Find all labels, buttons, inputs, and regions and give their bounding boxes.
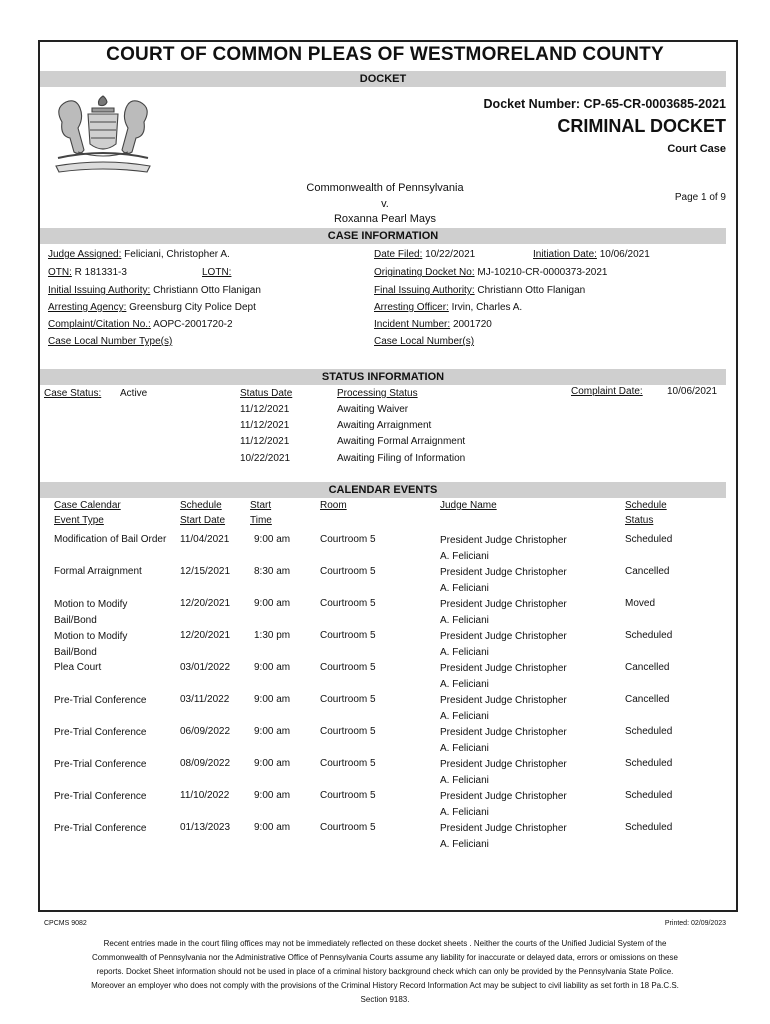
processing-status: Awaiting Arraignment: [337, 420, 432, 431]
docket-number: Docket Number: CP-65-CR-0003685-2021: [483, 97, 726, 111]
col-event-header-2: Event Type: [54, 515, 104, 526]
date-filed-label: Date Filed:: [374, 249, 423, 260]
arresting-agency-row: [48, 302, 256, 313]
processing-status: Awaiting Filing of Information: [337, 453, 466, 464]
case-information-heading: CASE INFORMATION: [40, 228, 726, 244]
schedule-date: 01/13/2023: [180, 822, 231, 833]
arresting-officer-value: Irvin, Charles A.: [451, 302, 523, 313]
schedule-date: 12/20/2021: [180, 598, 231, 609]
room: Courtroom 5: [320, 726, 376, 737]
start-time: 9:00 am: [254, 694, 291, 705]
start-time: 1:30 pm: [254, 630, 291, 641]
start-time: 9:00 am: [254, 758, 291, 769]
room: Courtroom 5: [320, 790, 376, 801]
judge-assigned-value: Feliciani, Christopher A.: [124, 249, 230, 260]
complaint-citation-row: [48, 319, 233, 330]
col-event-header-1: Case Calendar: [54, 500, 121, 511]
caption-plaintiff: Commonwealth of Pennsylvania: [306, 182, 464, 194]
schedule-status: Cancelled: [625, 566, 670, 577]
date-filed-row: [374, 249, 475, 260]
start-time: 9:00 am: [254, 598, 291, 609]
complaint-date-value: 10/06/2021: [667, 386, 718, 397]
date-filed-value: 10/22/2021: [425, 249, 476, 260]
judge-name: President Judge Christopher A. Feliciani: [440, 727, 567, 754]
event-type: Formal Arraignment: [54, 566, 142, 577]
final-issuing-authority-label: Final Issuing Authority:: [374, 285, 475, 296]
room: Courtroom 5: [320, 598, 376, 609]
col-schedule-header-2: Start Date: [180, 515, 226, 526]
processing-status: Awaiting Waiver: [337, 404, 409, 415]
page-number: Page 1 of 9: [674, 192, 726, 203]
schedule-date: 12/20/2021: [180, 630, 231, 641]
start-time: 8:30 am: [254, 566, 291, 577]
initiation-date-row: [533, 249, 650, 260]
incident-number-row: [374, 319, 492, 330]
event-type: Pre-Trial Conference: [54, 695, 147, 706]
schedule-status: Scheduled: [625, 534, 673, 545]
originating-docket-row: [374, 267, 607, 278]
judge-assigned-row: [48, 249, 230, 260]
event-type: Pre-Trial Conference: [54, 823, 147, 834]
final-issuing-authority-value: Christiann Otto Flanigan: [477, 285, 586, 296]
event-type: Pre-Trial Conference: [54, 791, 147, 802]
arresting-agency-value: Greensburg City Police Dept: [129, 302, 256, 313]
initial-issuing-authority-value: Christiann Otto Flanigan: [153, 285, 261, 296]
schedule-status: Cancelled: [625, 662, 670, 673]
judge-name: President Judge Christopher A. Feliciani: [440, 759, 567, 786]
room: Courtroom 5: [320, 534, 376, 545]
complaint-citation-value: AOPC-2001720-2: [153, 319, 233, 330]
arresting-agency-label: Arresting Agency:: [48, 302, 127, 313]
schedule-date: 12/15/2021: [180, 566, 231, 577]
room: Courtroom 5: [320, 662, 376, 673]
printed-date: Printed: 02/09/2023: [664, 920, 726, 927]
col-room-header: Room: [320, 500, 347, 511]
room: Courtroom 5: [320, 694, 376, 705]
lotn-label: LOTN:: [202, 267, 232, 278]
otn-row: [48, 267, 127, 278]
initial-issuing-authority-label: Initial Issuing Authority:: [48, 285, 151, 296]
room: Courtroom 5: [320, 566, 376, 577]
schedule-date: 03/11/2022: [180, 694, 230, 705]
pennsylvania-seal-icon: [48, 92, 158, 178]
status-date: 10/22/2021: [240, 453, 291, 464]
event-type: Plea Court: [54, 662, 102, 673]
col-judge-header: Judge Name: [440, 500, 497, 511]
event-type: Motion to Modify Bail/Bond: [54, 631, 128, 658]
col-schedule-header-1: Schedule: [180, 500, 222, 511]
col-status-header-1: Schedule: [625, 500, 667, 511]
schedule-date: 11/04/2021: [180, 534, 230, 545]
complaint-citation-label: Complaint/Citation No.:: [48, 319, 151, 330]
schedule-status: Scheduled: [625, 822, 673, 833]
form-id: CPCMS 9082: [44, 920, 87, 927]
schedule-status: Scheduled: [625, 630, 673, 641]
originating-docket-value: MJ-10210-CR-0000373-2021: [477, 267, 608, 278]
complaint-date-label: Complaint Date:: [571, 386, 643, 397]
schedule-date: 08/09/2022: [180, 758, 231, 769]
arresting-officer-label: Arresting Officer:: [374, 302, 449, 313]
judge-name: President Judge Christopher A. Feliciani: [440, 823, 567, 850]
caption-versus: v.: [381, 198, 389, 210]
schedule-date: 11/10/2022: [180, 790, 230, 801]
schedule-status: Moved: [625, 598, 656, 609]
final-issuing-authority-row: [374, 285, 585, 296]
judge-assigned-label: Judge Assigned:: [48, 249, 122, 260]
court-title: COURT OF COMMON PLEAS OF WESTMORELAND COUNTY: [106, 44, 664, 65]
judge-name: President Judge Christopher A. Feliciani: [440, 567, 567, 594]
arresting-officer-row: [374, 302, 522, 313]
otn-label: OTN:: [48, 267, 72, 278]
schedule-status: Scheduled: [625, 758, 673, 769]
judge-name: President Judge Christopher A. Feliciani: [440, 599, 567, 626]
col-start-header-2: Time: [250, 515, 272, 526]
start-time: 9:00 am: [254, 790, 291, 801]
initiation-date-value: 10/06/2021: [599, 249, 650, 260]
otn-value: R 181331-3: [74, 267, 127, 278]
case-status-value: Active: [120, 388, 148, 399]
case-status-label: Case Status:: [44, 388, 102, 399]
status-date: 11/12/2021: [240, 436, 290, 447]
col-status-header-2: Status: [625, 515, 654, 526]
status-date: 11/12/2021: [240, 420, 290, 431]
schedule-status: Scheduled: [625, 726, 673, 737]
status-information-heading: STATUS INFORMATION: [40, 369, 726, 385]
disclaimer-text: Recent entries made in the court filing offices may not be immediately reflected on these docket sheets . Neither the courts of the Unified Judicial System of the Commonwealth of Pennsylvania nor the Administrative Office of Pennsylvania Courts assume any liability for inaccurate or delayed data, errors or omissions on these reports. Docket Sheet information should not be used in place of a criminal history background check which can only be provided by the Pennsylvania State Police. Moreover an employer who does not comply with the provisions of the Criminal History Record Information Act may be subject to civil liability as set forth in 18 Pa.C.S. Section 9183.: [91, 939, 679, 1004]
schedule-date: 03/01/2022: [180, 662, 231, 673]
judge-name: President Judge Christopher A. Feliciani: [440, 791, 567, 818]
case-local-number-type-label: Case Local Number Type(s): [48, 336, 173, 347]
judge-name: President Judge Christopher A. Feliciani: [440, 695, 567, 722]
start-time: 9:00 am: [254, 726, 291, 737]
start-time: 9:00 am: [254, 662, 291, 673]
docket-banner: DOCKET: [40, 71, 726, 87]
schedule-date: 06/09/2022: [180, 726, 231, 737]
event-type: Pre-Trial Conference: [54, 759, 147, 770]
room: Courtroom 5: [320, 630, 376, 641]
judge-name: President Judge Christopher A. Feliciani: [440, 631, 567, 658]
initiation-date-label: Initiation Date:: [533, 249, 597, 260]
schedule-status: Scheduled: [625, 790, 673, 801]
schedule-status: Cancelled: [625, 694, 670, 705]
caption-defendant: Roxanna Pearl Mays: [333, 213, 437, 225]
docket-type: CRIMINAL DOCKET: [557, 116, 726, 136]
incident-number-value: 2001720: [452, 319, 492, 330]
room: Courtroom 5: [320, 822, 376, 833]
initial-issuing-authority-row: [48, 285, 261, 296]
event-type: Motion to Modify Bail/Bond: [54, 599, 128, 626]
originating-docket-label: Originating Docket No:: [374, 267, 475, 278]
status-date: 11/12/2021: [240, 404, 290, 415]
col-start-header-1: Start: [250, 500, 272, 511]
event-type: Pre-Trial Conference: [54, 727, 147, 738]
start-time: 9:00 am: [254, 822, 291, 833]
processing-status: Awaiting Formal Arraignment: [337, 436, 466, 447]
incident-number-label: Incident Number:: [374, 319, 451, 330]
judge-name: President Judge Christopher A. Feliciani: [440, 663, 567, 690]
start-time: 9:00 am: [254, 534, 291, 545]
status-date-header: Status Date: [240, 388, 293, 399]
room: Courtroom 5: [320, 758, 376, 769]
case-kind: Court Case: [667, 143, 726, 155]
event-type: Modification of Bail Order: [54, 534, 167, 545]
judge-name: President Judge Christopher A. Feliciani: [440, 535, 567, 562]
processing-status-header: Processing Status: [337, 388, 418, 399]
case-local-number-label: Case Local Number(s): [374, 336, 475, 347]
calendar-events-heading: CALENDAR EVENTS: [40, 482, 726, 498]
